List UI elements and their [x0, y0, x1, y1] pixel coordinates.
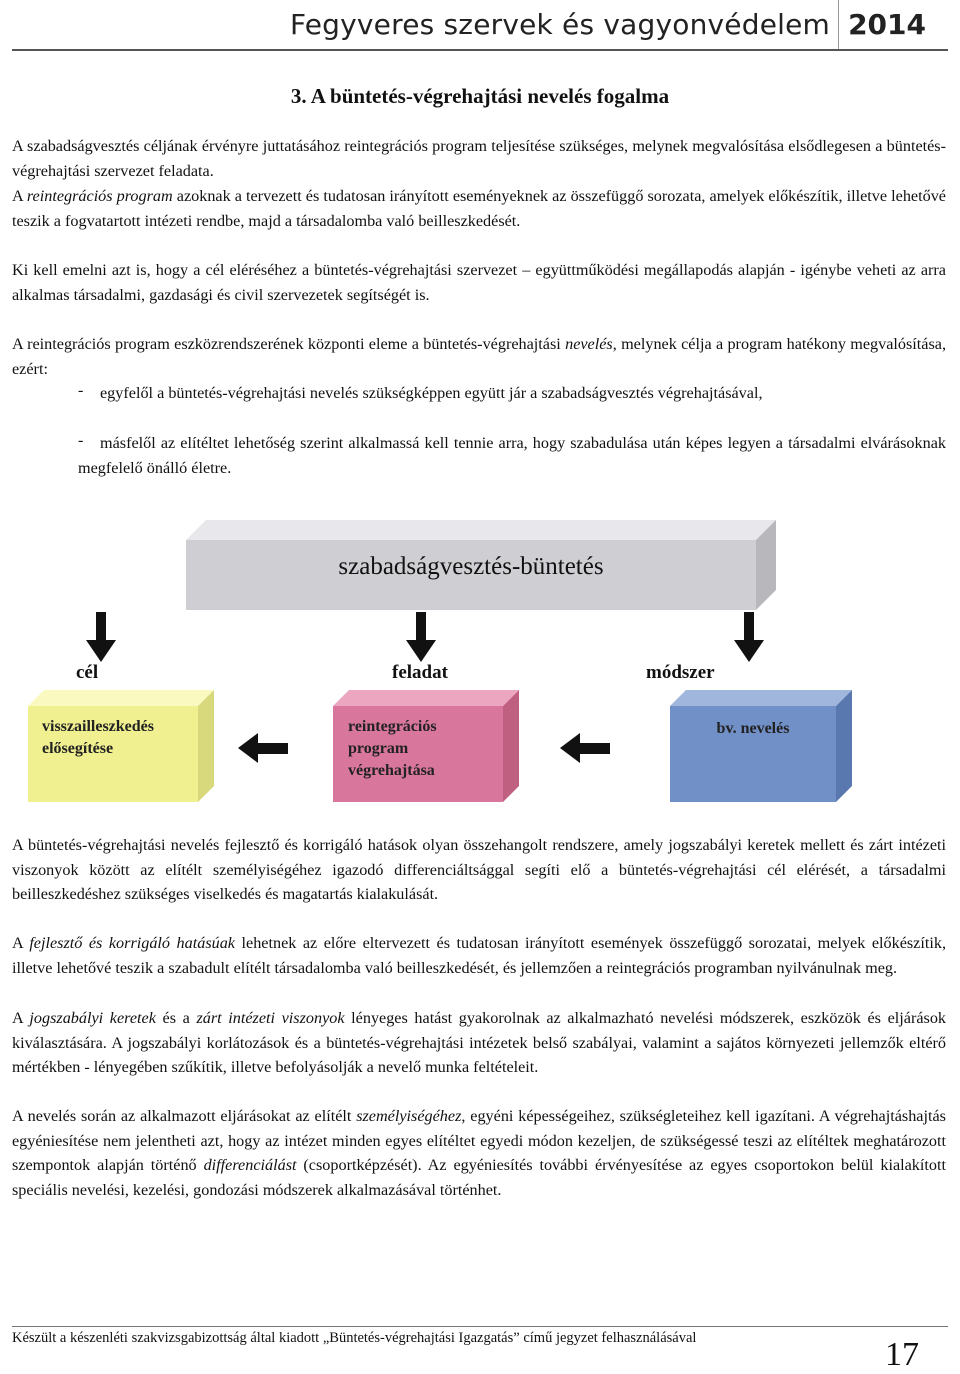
diagram-top-label: szabadságvesztés-büntetés: [338, 553, 604, 580]
label-cel: cél: [76, 662, 99, 683]
bullet-marker-2: -: [78, 431, 84, 449]
header-separator: [838, 0, 839, 50]
emphasis-differentiation: differenciálást: [203, 1156, 297, 1175]
emphasis-reintegration-program: reintegrációs program: [26, 187, 173, 205]
footer-text: Készült a készenléti szakvizsgabizottság által kiadott „Büntetés-végrehajtási Igazgatás” című jegyzet felhasználásával: [12, 1330, 697, 1346]
label-feladat: feladat: [392, 662, 448, 683]
header-rule: [12, 49, 948, 51]
paragraph-5: A büntetés-végrehajtási nevelés fejlesztő és korrigáló hatások olyan összehangolt rendszere, amely jogszabályi keretek mellett és zárt intézeti viszonyok között az elítélt személyiségéhez igazodó differenciáltsággal segíti elő a büntetés-végrehajtási cél elérését, a társadalmi beilleszkedéshez szükséges viselkedés és magatartás kialakulását.: [12, 836, 946, 904]
box-task-text: reintegrációs program végrehajtása: [348, 718, 437, 779]
page-number: 17: [885, 1336, 919, 1373]
bullet-item-2: másfelől az elítéltet lehetőség szerint alkalmassá kell tennie arra, hogy szabadulása után képes legyen a társadalmi elvárásoknak megfelelő önálló életre.: [78, 434, 946, 477]
emphasis-nevelés: nevelés: [565, 335, 613, 353]
emphasis-legal-framework: jogszabályi keretek: [29, 1009, 156, 1027]
header-title: Fegyveres szervek és vagyonvédelem: [289, 8, 830, 41]
paragraph-6: A fejlesztő és korrigáló hatásúak lehetnek az előre eltervezett és tudatosan irányított események összefüggő sorozatai, melyek előkészítik, illetve lehetővé teszik a szabadult elítélt társadalomba való beilleszkedését, és jellemzően a reintegrációs programban nyilvánulnak meg.: [12, 934, 946, 977]
emphasis-developing-corrective: fejlesztő és korrigáló hatásúak: [29, 934, 235, 952]
paragraph-1: A szabadságvesztés céljának érvényre juttatásához reintegrációs program teljesítése szükséges, melynek megvalósítása elsődlegesen a büntetés-végrehajtási szervezet feladata.: [12, 137, 946, 180]
emphasis-closed-institutional: zárt intézeti viszonyok: [196, 1009, 345, 1027]
box-method: [670, 690, 852, 802]
bullet-item-1: egyfelől a büntetés-végrehajtási nevelés szükségképpen együtt jár a szabadságvesztés végrehajtásával,: [100, 384, 763, 402]
arrow-left-icon: [238, 733, 288, 763]
paragraph-3: Ki kell emelni azt is, hogy a cél eléréséhez a büntetés-végrehajtási szervezet – együttműködési megállapodás alapján - igénybe veheti az arra alkalmas társadalmi, gazdasági és civil szervezetek segítségét is.: [12, 261, 946, 304]
paragraph-8: A nevelés során az alkalmazott eljárásokat az elítélt személyiségéhez, egyéni képességeihez, szükségleteihez kell igazítani. A végrehajtáshajtás egyéniesítése nem jelentheti azt, hogy az intézet minden egyes elítéltet egyedi módon kezeljen, de szükségessé teszi az elítéltek meghatározott szempontok alapján történő differenciálást (csoportképzését). Az egyéniesítés további érvényesítése az egyes csoportokon belül kialakított speciális nevelési, kezelési, gondozási módszerek alkalmazásával történhet.: [12, 1107, 946, 1200]
paragraph-4: A reintegrációs program eszközrendszerének központi eleme a büntetés-végrehajtási nevelés, melynek célja a program hatékony megvalósítása, ezért:: [12, 335, 946, 378]
bullet-marker-1: -: [78, 381, 84, 399]
paragraph-2: A reintegrációs program azoknak a tervezett és tudatosan irányított eseményeknek az összefüggő sorozata, amelyek előkészítik, illetve lehetővé teszik a fogvatartott intézeti rendbe, majd a társadalomba való beilleszkedését.: [12, 187, 946, 230]
footer-rule: [12, 1326, 948, 1327]
box-goal-text: visszailleszkedés elősegítése: [42, 718, 154, 757]
page-header: [0, 0, 960, 55]
paragraph-7: A jogszabályi keretek és a zárt intézeti viszonyok lényeges hatást gyakorolnak az alkalmazható nevelési módszerek, eszközök és eljárások kiválasztására. A jogszabályi korlátozások és a büntetés-végrehajtási intézetek belső szabályai, valamint a sajátos környezeti jellemzők eltérő mértékben - lényegében szűkítik, illetve befolyásolják a nevelő munka feltételeit.: [12, 1009, 947, 1077]
emphasis-personality: személyiségéhez: [356, 1107, 462, 1125]
box-method-text: bv. nevelés: [716, 720, 790, 737]
label-modszer: módszer: [646, 662, 715, 683]
arrow-left-icon: [560, 733, 610, 763]
header-year: 2014: [848, 8, 926, 41]
section-title: 3. A büntetés-végrehajtási nevelés fogalma: [290, 84, 670, 108]
